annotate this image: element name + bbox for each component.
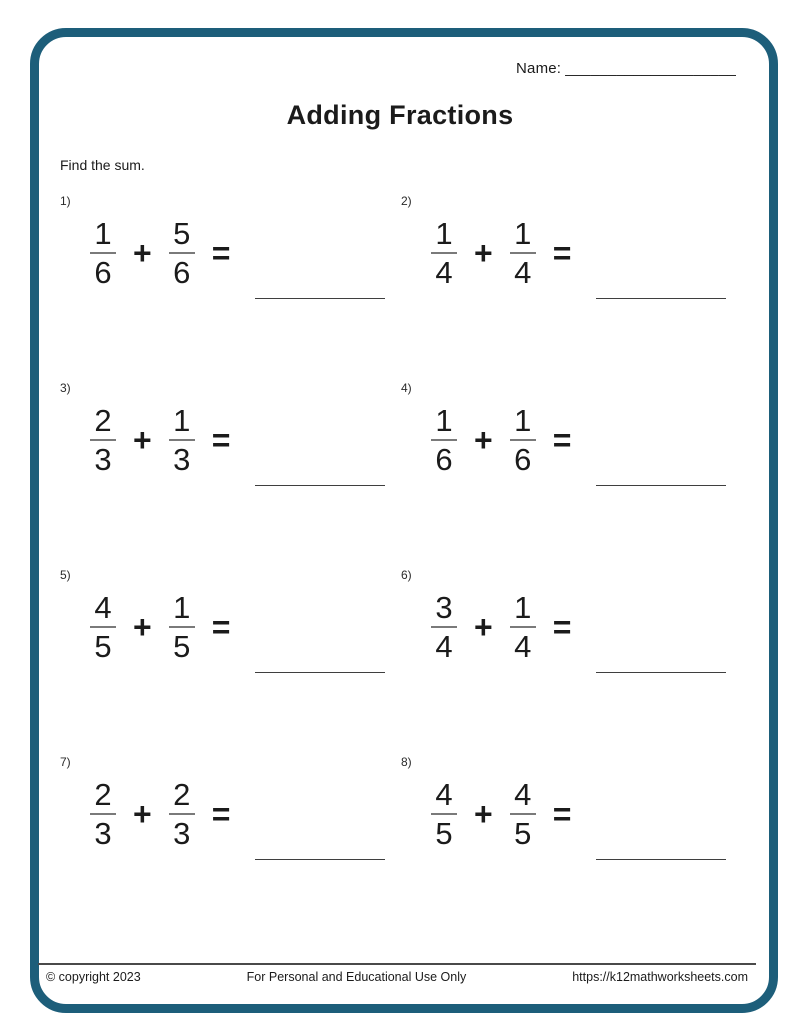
denominator: 4: [435, 628, 453, 664]
denominator: 5: [514, 815, 532, 851]
fraction-bar: [431, 439, 457, 441]
problem-8: [401, 747, 742, 934]
fraction-bar: [431, 252, 457, 254]
fraction-bar: [90, 813, 116, 815]
numerator: 2: [94, 402, 112, 438]
numerator: 4: [94, 589, 112, 625]
fraction-second: [506, 217, 540, 289]
fraction-bar: [90, 252, 116, 254]
equation: [86, 580, 401, 673]
page-title: Adding Fractions: [286, 100, 514, 130]
numerator: 1: [173, 402, 191, 438]
numerator: 1: [514, 215, 532, 251]
problem-number: 8): [401, 755, 412, 769]
equals-sign: =: [211, 421, 231, 458]
problem-number: 7): [60, 755, 71, 769]
name-label: Name:: [516, 60, 562, 77]
problem-7: [60, 747, 401, 934]
numerator: 3: [435, 589, 453, 625]
numerator: 1: [514, 589, 532, 625]
equals-sign: =: [552, 421, 572, 458]
fraction-bar: [90, 439, 116, 441]
plus-sign: +: [474, 421, 493, 458]
fraction-bar: [169, 813, 195, 815]
equation: [427, 206, 742, 299]
numerator: 2: [173, 776, 191, 812]
fraction-second: [165, 404, 199, 476]
denominator: 3: [173, 441, 191, 477]
answer-blank: [596, 859, 726, 860]
fraction-bar: [510, 439, 536, 441]
fraction-first: [86, 591, 120, 663]
fraction-second: [165, 778, 199, 850]
numerator: 1: [435, 402, 453, 438]
footer-url: https://k12mathworksheets.com: [572, 970, 748, 984]
plus-sign: +: [133, 795, 152, 832]
answer-blank: [255, 672, 385, 673]
footer-usage-text: For Personal and Educational Use Only: [246, 970, 467, 984]
fraction-second: [506, 404, 540, 476]
denominator: 3: [173, 815, 191, 851]
equation: [427, 580, 742, 673]
equation: [86, 206, 401, 299]
equals-sign: =: [211, 795, 231, 832]
numerator: 1: [94, 215, 112, 251]
problem-number: 6): [401, 568, 412, 582]
problem-number: 2): [401, 194, 412, 208]
footer-divider: [38, 963, 756, 965]
numerator: 5: [173, 215, 191, 251]
problem-number: 3): [60, 381, 71, 395]
numerator: 1: [173, 589, 191, 625]
equals-sign: =: [211, 234, 231, 271]
equals-sign: =: [552, 795, 572, 832]
fraction-first: [427, 404, 461, 476]
fraction-second: [165, 591, 199, 663]
problem-2: [401, 186, 742, 373]
problems-grid: [60, 186, 750, 934]
denominator: 6: [435, 441, 453, 477]
answer-blank: [596, 485, 726, 486]
problem-4: [401, 373, 742, 560]
fraction-first: [427, 778, 461, 850]
footer-copyright: © copyright 2023: [46, 970, 141, 984]
fraction-bar: [431, 813, 457, 815]
fraction-bar: [510, 626, 536, 628]
answer-blank: [596, 298, 726, 299]
plus-sign: +: [133, 234, 152, 271]
plus-sign: +: [474, 795, 493, 832]
denominator: 6: [94, 254, 112, 290]
problem-5: [60, 560, 401, 747]
instruction-text: Find the sum.: [60, 157, 145, 173]
denominator: 5: [94, 628, 112, 664]
fraction-first: [86, 404, 120, 476]
equation: [427, 393, 742, 486]
numerator: 4: [435, 776, 453, 812]
denominator: 3: [94, 815, 112, 851]
problem-number: 1): [60, 194, 71, 208]
fraction-bar: [510, 252, 536, 254]
answer-blank: [255, 298, 385, 299]
equation: [427, 767, 742, 860]
fraction-bar: [169, 252, 195, 254]
problem-3: [60, 373, 401, 560]
problem-1: [60, 186, 401, 373]
fraction-second: [165, 217, 199, 289]
denominator: 4: [514, 254, 532, 290]
equals-sign: =: [211, 608, 231, 645]
denominator: 4: [514, 628, 532, 664]
numerator: 1: [514, 402, 532, 438]
equals-sign: =: [552, 608, 572, 645]
fraction-bar: [510, 813, 536, 815]
answer-blank: [255, 485, 385, 486]
footer: [38, 970, 756, 984]
fraction-second: [506, 591, 540, 663]
plus-sign: +: [474, 234, 493, 271]
name-field: [516, 60, 736, 77]
fraction-first: [86, 778, 120, 850]
plus-sign: +: [133, 421, 152, 458]
denominator: 5: [173, 628, 191, 664]
numerator: 4: [514, 776, 532, 812]
problem-number: 4): [401, 381, 412, 395]
denominator: 6: [173, 254, 191, 290]
fraction-first: [427, 217, 461, 289]
fraction-bar: [431, 626, 457, 628]
fraction-second: [506, 778, 540, 850]
name-blank-line: ____________________: [565, 60, 737, 77]
fraction-bar: [169, 439, 195, 441]
answer-blank: [596, 672, 726, 673]
fraction-bar: [169, 626, 195, 628]
numerator: 1: [435, 215, 453, 251]
fraction-first: [427, 591, 461, 663]
numerator: 2: [94, 776, 112, 812]
equation: [86, 767, 401, 860]
problem-6: [401, 560, 742, 747]
fraction-first: [86, 217, 120, 289]
denominator: 3: [94, 441, 112, 477]
denominator: 5: [435, 815, 453, 851]
plus-sign: +: [133, 608, 152, 645]
denominator: 6: [514, 441, 532, 477]
equation: [86, 393, 401, 486]
fraction-bar: [90, 626, 116, 628]
equals-sign: =: [552, 234, 572, 271]
plus-sign: +: [474, 608, 493, 645]
answer-blank: [255, 859, 385, 860]
problem-number: 5): [60, 568, 71, 582]
denominator: 4: [435, 254, 453, 290]
